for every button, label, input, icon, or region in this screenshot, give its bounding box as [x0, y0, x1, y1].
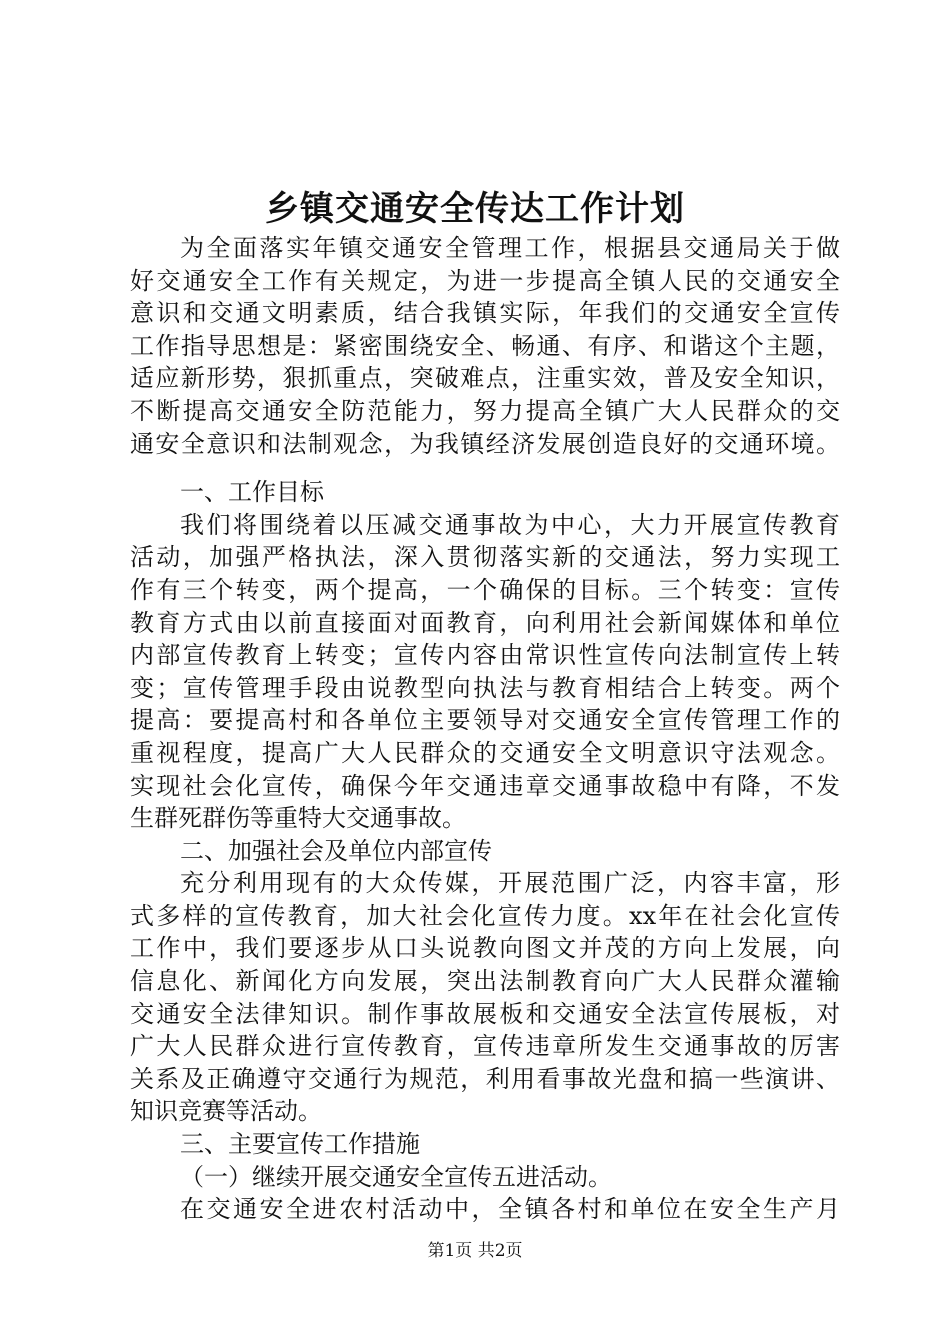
text-line: 提高：要提高村和各单位主要领导对交通安全宣传管理工作的 — [130, 706, 840, 735]
text-line: 在交通安全进农村活动中，全镇各村和单位在安全生产月 — [180, 1195, 840, 1224]
subsection-heading: （一）继续开展交通安全宣传五进活动。 — [180, 1162, 612, 1191]
paragraph-measures — [130, 1193, 840, 1226]
text-line: 我们将围绕着以压减交通事故为中心，大力开展宣传教育 — [180, 510, 840, 539]
text-line: 通安全意识和法制观念，为我镇经济发展创造良好的交通环境。 — [130, 429, 840, 458]
page-footer: 第1页 共2页 — [427, 1241, 523, 1261]
text-line: 实现社会化宣传，确保今年交通违章交通事故稳中有降，不发 — [130, 771, 840, 800]
section-heading-measures: 三、主要宣传工作措施 — [180, 1130, 420, 1159]
paragraph-gap — [130, 460, 840, 476]
text-line: 变；宣传管理手段由说教型向执法与教育相结合上转变。两个 — [130, 673, 840, 702]
text-line: 交通安全法律知识。制作事故展板和交通安全法宣传展板，对 — [130, 999, 840, 1028]
text-line: 适应新形势，狠抓重点，突破难点，注重实效，普及安全知识， — [130, 364, 840, 393]
text-line: 式多样的宣传教育，加大社会化宣传力度。xx年在社会化宣传 — [130, 901, 840, 930]
text-line: 内部宣传教育上转变；宣传内容由常识性宣传向法制宣传上转 — [130, 641, 840, 670]
text-line: 为全面落实年镇交通安全管理工作，根据县交通局关于做 — [180, 234, 840, 262]
text-line: 重视程度，提高广大人民群众的交通安全文明意识守法观念。 — [130, 738, 840, 767]
paragraph-intro — [130, 232, 840, 460]
section-heading-publicity: 二、加强社会及单位内部宣传 — [180, 836, 492, 865]
section-heading-goals: 一、工作目标 — [180, 478, 324, 507]
text-line: 工作指导思想是：紧密围绕安全、畅通、有序、和谐这个主题， — [130, 331, 840, 360]
text-line: 信息化、新闻化方向发展，突出法制教育向广大人民群众灌输 — [130, 967, 840, 996]
text-line: 意识和交通文明素质，结合我镇实际，年我们的交通安全宣传 — [130, 299, 840, 328]
text-line: 活动，加强严格执法，深入贯彻落实新的交通法，努力实现工 — [130, 543, 840, 572]
text-line: 广大人民群众进行宣传教育，宣传违章所发生交通事故的厉害 — [130, 1032, 840, 1061]
text-line: 充分利用现有的大众传媒，开展范围广泛，内容丰富，形 — [180, 869, 840, 898]
text-line: 教育方式由以前直接面对面教育，向利用社会新闻媒体和单位 — [130, 608, 840, 637]
text-line: 知识竞赛等活动。 — [130, 1097, 322, 1126]
text-line: 好交通安全工作有关规定，为进一步提高全镇人民的交通安全 — [130, 266, 840, 295]
paragraph-publicity — [130, 867, 840, 1128]
document-title: 乡镇交通安全传达工作计划 — [265, 189, 685, 229]
paragraph-goals — [130, 509, 840, 835]
text-line: 作有三个转变，两个提高，一个确保的目标。三个转变：宣传 — [130, 575, 840, 604]
text-line: 生群死群伤等重特大交通事故。 — [130, 804, 466, 833]
text-line: 工作中，我们要逐步从口头说教向图文并茂的方向上发展，向 — [130, 934, 840, 963]
document-body — [130, 232, 840, 1226]
text-line: 关系及正确遵守交通行为规范，利用看事故光盘和搞一些演讲、 — [130, 1064, 840, 1093]
text-line: 不断提高交通安全防范能力，努力提高全镇广大人民群众的交 — [130, 396, 840, 425]
